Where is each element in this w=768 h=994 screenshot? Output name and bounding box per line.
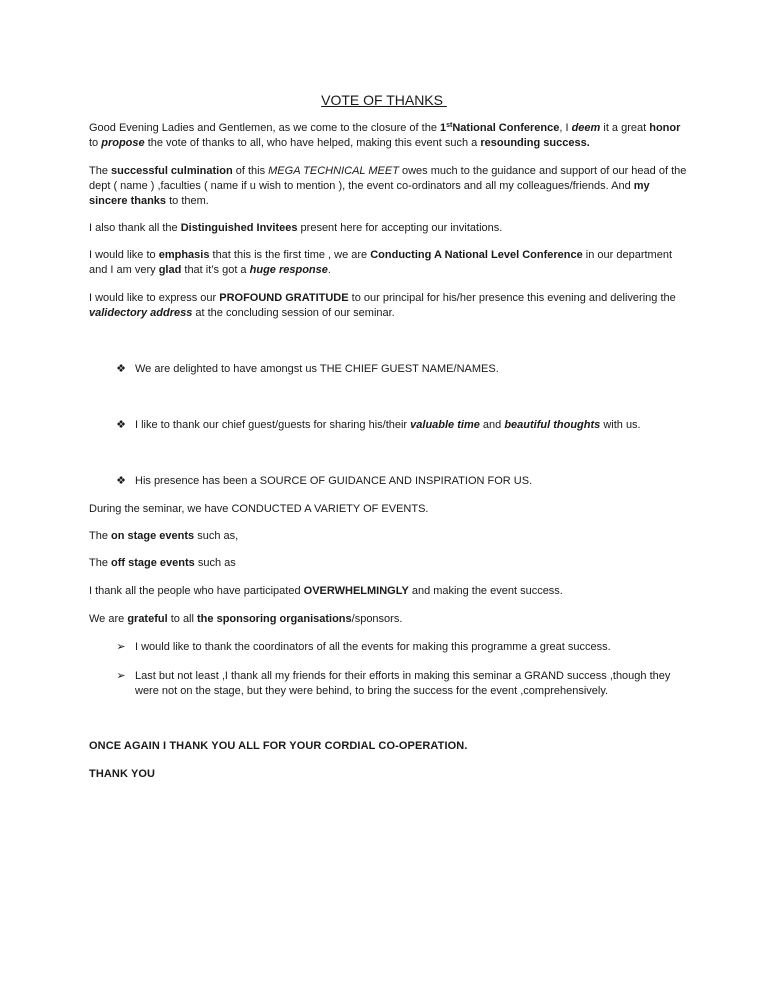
closing-statement: ONCE AGAIN I THANK YOU ALL FOR YOUR CORDIAL CO-OPERATION. — [89, 740, 468, 752]
paragraph-events: During the seminar, we have CONDUCTED A VARIETY OF EVENTS. — [89, 503, 429, 515]
paragraph-gratitude: I would like to express our PROFOUND GRATITUDE to our principal for his/her presence this evening and delivering the validectory address at the concluding session of our seminar. — [89, 292, 676, 319]
paragraph-emphasis: I would like to emphasis that this is the first time , we are Conducting A National Level Conference in our department and I am very glad that it’s got a huge response. — [89, 249, 673, 276]
paragraph-participants: I thank all the people who have participated OVERWHELMINGLY and making the event success. — [89, 585, 563, 597]
diamond-bullet-icon: ❖ — [116, 419, 126, 431]
paragraph-sponsors: We are grateful to all the sponsoring organisations/sponsors. — [89, 613, 403, 625]
paragraph-invitees: I also thank all the Distinguished Invitees present here for accepting our invitations. — [89, 222, 503, 234]
paragraph-on-stage: The on stage events such as, — [89, 530, 239, 542]
paragraph-culmination: The successful culmination of this MEGA TECHNICAL MEET owes much to the guidance and support of our head of the dept ( name ) ,faculties ( name if u wish to mention ), the event co-ordinators and all my colleagues/friends. And my sincere thanks to them. — [89, 165, 687, 207]
diamond-bullet-icon: ❖ — [116, 475, 126, 487]
document-page: VOTE OF THANKS Good Evening Ladies and Gentlemen, as we come to the closure of the 1stNational Conference, I deem it a great honor to propose the vote of thanks to all, who have helped, making this event such a resounding success. The successful culmination of this MEGA TECHNICAL MEET owes much to the guidance and support of our head of the dept ( name ) ,faculties ( name if u wish to mention ), the event co-ordinators and all my colleagues/friends. And my sincere thanks to them. I also thank all the Distinguished Invitees present here for accepting our invitations. I would like to emphasis that this is the first time , we are Conducting A National Level Conference in our department and I am very glad that it’s got a huge response. I would like to express our PROFOUND GRATITUDE to our principal for his/her presence this evening and delivering the validectory address at the concluding session of our seminar. ❖ We are delighted to have amongst us THE CHIEF GUEST NAME/NAMES. ❖ I like to thank our chief guest/guests for sharing his/their valuable time and beautiful thoughts with us. ❖ His presence has been a SOURCE OF GUIDANCE AND INSPIRATION FOR US. During the seminar, we have CONDUCTED A VARIETY OF EVENTS. The on stage events such as, The off stage events such as I thank all the people who have participated OVERWHELMINGLY and making the event success. We are grateful to all the sponsoring organisations/sponsors. ➢ I would like to thank the coordinators of all the events for making this programme a great success. ➢ Last but not least ,I thank all my friends for their efforts in making this seminar a GRAND success ,though they were not on the stage, but they were behind, to bring the success for the event ,comprehensively. ONCE AGAIN I THANK YOU ALL FOR YOUR CORDIAL CO-OPERATION. THANK YOU — [0, 0, 768, 994]
document-title: VOTE OF THANKS — [321, 92, 447, 108]
thank-you-line: THANK YOU — [89, 768, 156, 780]
paragraph-off-stage: The off stage events such as — [89, 557, 236, 569]
paragraph-greeting: Good Evening Ladies and Gentlemen, as we come to the closure of the 1stNational Conference, I deem it a great honor to propose the vote of thanks to all, who have helped, making this event such a resounding success. — [89, 122, 681, 149]
diamond-bullet-icon: ❖ — [116, 363, 126, 375]
arrow-bullet-icon: ➢ — [116, 670, 126, 682]
arrow-bullet-icon: ➢ — [116, 641, 126, 653]
